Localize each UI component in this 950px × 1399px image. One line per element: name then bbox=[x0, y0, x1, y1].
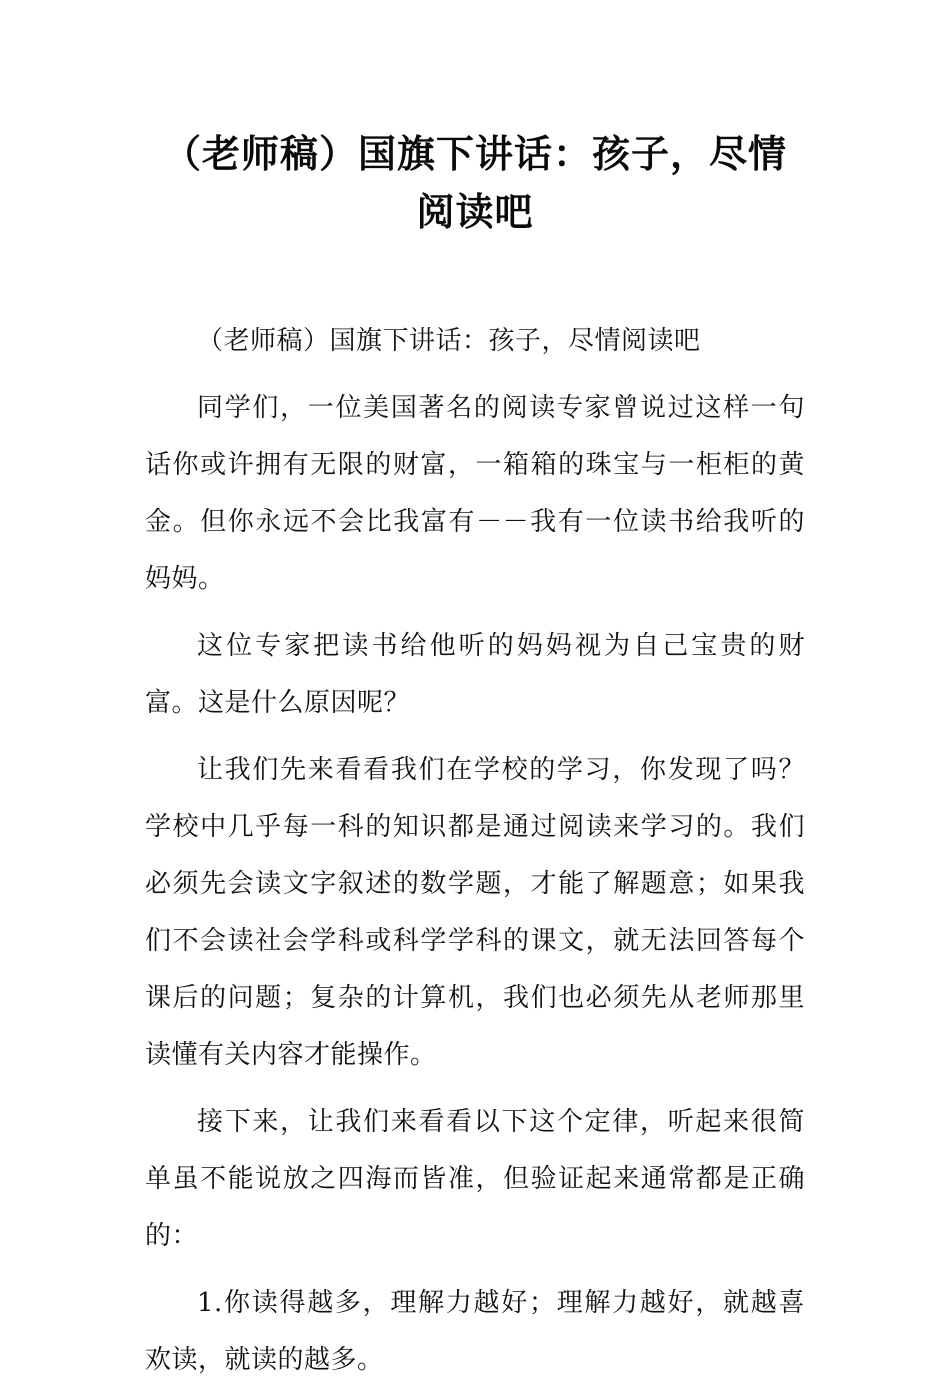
paragraph-reading-expert-quote: 同学们，一位美国著名的阅读专家曾说过这样一句话你或许拥有无限的财富，一箱箱的珠宝与一柜柜的黄金。但你永远不会比我富有－－我有一位读书给我听的妈妈。 bbox=[145, 393, 805, 594]
paragraph-subtitle: （老师稿）国旗下讲话：孩子，尽情阅读吧 bbox=[197, 326, 701, 356]
paragraph-school-learning: 让我们先来看看我们在学校的学习，你发现了吗？学校中几乎每一科的知识都是通过阅读来学习的。我们必须先会读文字叙述的数学题，才能了解题意；如果我们不会读社会学科或科学学科的课文，就无法回答每个课后的问题；复杂的计算机，我们也必须先从老师那里读懂有关内容才能操作。 bbox=[145, 755, 805, 1070]
document-title: （老师稿）国旗下讲话：孩子，尽情阅读吧 bbox=[162, 132, 787, 234]
paragraph-expert-wealth: 这位专家把读书给他听的妈妈视为自己宝贵的财富。这是什么原因呢？ bbox=[145, 631, 805, 718]
paragraph-law-item-1: 1.你读得越多，理解力越好；理解力越好，就越喜欢读，就读的越多。 bbox=[145, 1288, 805, 1375]
paragraph-law-intro: 接下来，让我们来看看以下这个定律，听起来很简单虽不能说放之四海而皆准，但验证起来通常都是正确的： bbox=[145, 1107, 805, 1251]
document-body bbox=[145, 313, 805, 1399]
